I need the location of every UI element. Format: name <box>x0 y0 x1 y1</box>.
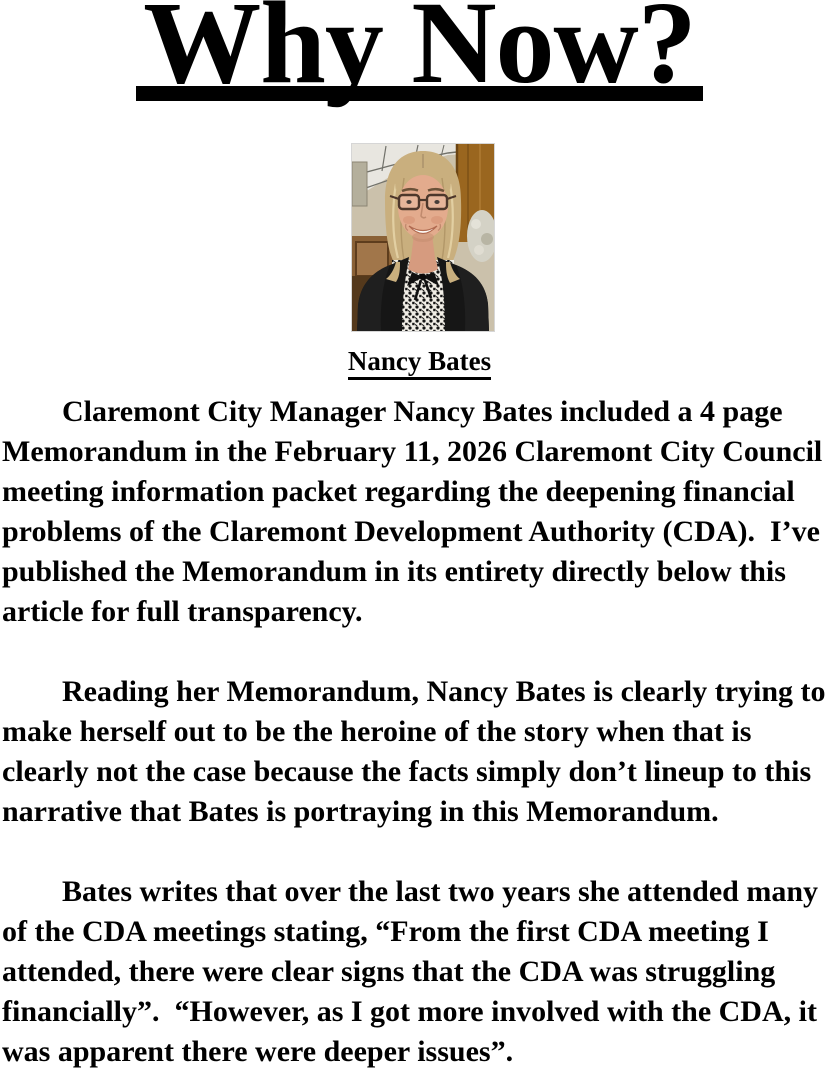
nancy-bates-photo <box>351 143 495 332</box>
paragraph-cda-meetings-quotes: Bates writes that over the last two years she attended many of the CDA meetings stating, “From the first CDA meeting I attended, there were clear signs that the CDA was struggling financially”. “However, as I got more involved with the CDA, it was apparent there were deeper issues”. <box>2 875 826 1068</box>
photo-caption-text: Nancy Bates <box>348 346 491 380</box>
portrait-illustration <box>352 144 494 331</box>
page-title-text: Why Now? <box>136 0 703 101</box>
portrait-figure <box>0 143 839 378</box>
paragraph-memorandum-intro: Claremont City Manager Nancy Bates included a 4 page Memorandum in the February 11, 2026 Claremont City Council meeting information packet regarding the deepening financial problems of the Claremont Development Authority (CDA). I’ve published the Memorandum in its entirety directly below this article for full transparency. <box>2 395 830 628</box>
paragraph-heroine-narrative: Reading her Memorandum, Nancy Bates is clearly trying to make herself out to be the heroine of the story when that is clearly not the case because the facts simply don’t lineup to this narrative that Bates is portraying in this Memorandum. <box>2 675 834 828</box>
article-body <box>0 392 839 1072</box>
photo-caption <box>0 344 839 378</box>
page-title <box>0 0 839 108</box>
